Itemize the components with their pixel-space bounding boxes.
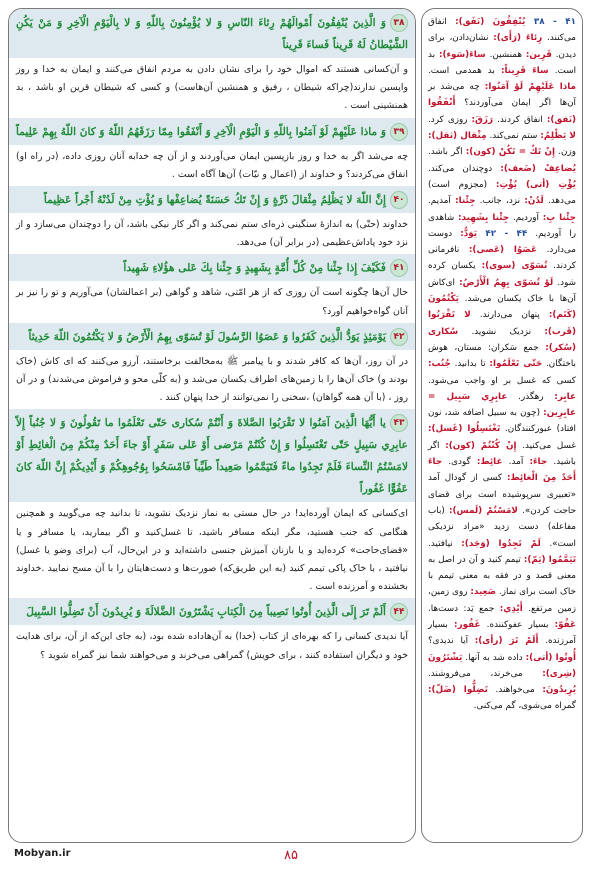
glossary-term: يَشْتَرُونَ (شِرى): [428, 652, 576, 679]
verse-number-badge: ۴۱ [390, 259, 408, 277]
glossary-definition: نیافتید. [428, 538, 462, 549]
verse-arabic [9, 254, 415, 281]
glossary-definition: گودی. [442, 457, 477, 468]
verse-translation: در آن روز، آن‌ها که کافر شدند و با پیامبر ﷺ به‌مخالفت برخاستند، آرزو می‌کنند که ای کاش (خاک بودند و) خاک آن‌ها را با زمین‌های اطراف یکسان می‌شد و (به کلّی محو و فراموش می‌شدند) و در آن روز ، (با آن همه گواهان) ،سخنی را نمی‌توانند از خدا پنهان کنند . [9, 350, 415, 410]
glossary-definition: جمع سَكران: مستان، هوش باختگان. [428, 342, 577, 370]
glossary-definition: نزدیک نشوید. [458, 326, 545, 337]
glossary-term: غائِط: [476, 457, 503, 468]
verse-arabic [9, 409, 415, 502]
glossary-definition: انفاق می‌کنند. [428, 17, 576, 44]
glossary-definition: کسی که غسل بر او واجب می‌شود. [428, 375, 576, 386]
glossary-term: جاءَ أَحَدٌ مِنَ الْغائِط: [428, 457, 576, 484]
glossary-definition: ستم نمی‌کند. [486, 131, 541, 142]
glossary-term: جُنُب: [428, 359, 451, 370]
glossary-term: يَكْتُمُونَ (كَتَم): [428, 294, 576, 321]
verse-arabic [9, 323, 415, 350]
glossary-definition: آمدیم. [428, 196, 456, 207]
glossary-term: أُوتُوا (أتى): [525, 652, 576, 663]
glossary-definition: دوچندان می‌کند. [428, 163, 501, 174]
verse-arabic [9, 9, 415, 58]
glossary-definition: وزن. [555, 147, 576, 158]
glossary-definition: نشان‌دادن، برای دیدن. [428, 33, 576, 60]
glossary-verse-range: ۴۱ - ۳۸ [525, 17, 576, 27]
verse-translation: حال آن‌ها چگونه است آن روزی که از هر امّتی، شاهد و گواهی (بر اعمالشان) می‌آوریم و تو را نیز بر آنان گواه‌خواهیم آورد؟ [9, 281, 415, 322]
glossary-definition: ای‌کاش آن‌ها با خاک یکسان می‌شد. [428, 277, 576, 305]
glossary-definition: چه می‌شد بر آن‌ها اگر ایمان می‌آوردند؟ [428, 82, 576, 109]
glossary-term: يُضاعِفْ (ضَعف): [500, 163, 576, 174]
glossary-definition: اگر باشید. [428, 440, 576, 468]
glossary-panel [421, 8, 583, 843]
glossary-term: لا يَظْلِمُ: [540, 131, 576, 142]
glossary-definition: آیا ندیدی؟ [428, 636, 475, 647]
glossary-definition: کسی از گودال آمد «تعبیری سرپوشیده است برای قضای حاجت کردن». [428, 473, 577, 516]
verse-translation: و آن‌کسانی هستند که اموال خود را برای نشان دادن به مردم انفاق می‌کنند و ایمان به خدا و روز واپسین ندارند(چراکه شیطان ، رفیق و همنشین آن‌هاست) و کسی که شیطان قرین او باشد ، بد همنشینی است . [9, 58, 415, 118]
glossary-verse-range: ۴۴ - ۴۲ [477, 228, 528, 239]
verse-arabic-text: وَ الَّذِينَ يُنْفِقُونَ أَمْوالَهُمْ رِئاءَ النّاسِ وَ لا يُؤْمِنُونَ بِاللّهِ وَ لا بِالْيَوْمِ الْآخِرِ وَ مَنْ يَكُنِ الشَّيْطانُ لَهُ قَرِيناً فَساءَ قَرِيناً [16, 17, 408, 51]
glossary-term: تَغْتَسِلُوا (غَسل): [428, 424, 501, 435]
glossary-term: تَضِلُّوا (ضَلّ): [428, 685, 488, 696]
glossary-term: ساءَ قَرِيناً: [500, 65, 549, 76]
glossary-definition: شاهدی را آوردیم. [428, 212, 576, 239]
glossary-term: أَيْدِي: [499, 603, 523, 614]
glossary-term: إِنْ كُنْتُمْ (كون): [445, 440, 517, 451]
verse-arabic-text: وَ ماذا عَلَيْهِمْ لَوْ آمَنُوا بِاللّهِ وَ الْيَوْمِ الْآخِرِ وَ أَنْفَقُوا مِمّا رَزَقَهُمُ اللّهُ وَ كانَ اللّهُ بِهِمْ عَلِيماً [16, 125, 386, 138]
glossary-term: عَفُوّ: [554, 619, 576, 630]
glossary-term: جاءَ: [529, 457, 548, 468]
verse-arabic-text: فَكَيْفَ إِذا جِئْنا مِنْ كُلِّ أُمَّةٍ بِشَهِيدٍ وَ جِئْنا بِكَ عَلى هؤُلاءِ شَهِيداً [123, 262, 386, 275]
glossary-term: رِئاءَ (رَأَى): [493, 33, 543, 44]
glossary-definition: (چون به سبیل اضافه شد، نون افتاد) عبورکنندگان. [428, 408, 576, 435]
glossary-definition: بسیار آمرزنده. [428, 619, 576, 647]
glossary-definition: روزی کرد. [428, 114, 472, 125]
glossary-definition: تا بدانید. [450, 359, 490, 370]
glossary-definition: پنهان می‌دارند. [470, 310, 549, 321]
verse-translation: ای‌کسانی که ایمان آورده‌اید! در حال مستی به نماز نزدیک نشوید، تا بدانید چه می‌گویید و همچنین هنگامی که جنب هستید، مگر اینکه مسافر باشید، تا غسل‌کنید و اگر بیمارید، یا مسافر و یا «قضای‌حاجت» کرده‌اید و یا بازنان آمیزش جنسی داشته‌اید و در این‌حال، آب (برای وضو یا غسل) نیافتید ، با خاک پاکی تیمم کنید (به این طریق‌که) صورت‌ها و دست‌هایتان را با آن مسح نمایید .خداوند بخشنده و آمرزنده است . [9, 502, 415, 598]
glossary-term: رَزَقَ: [471, 114, 494, 125]
glossary-definition: انفاق کردند. [493, 114, 547, 125]
glossary-definition: بد همدمی است. [428, 65, 501, 76]
glossary-term: تُسَوّى (سوى): [481, 261, 548, 272]
glossary-term: جِئْنا بِشَهِيد: [458, 212, 510, 223]
verse-arabic-text: يَوْمَئِذٍ يَوَدُّ الَّذِينَ كَفَرُوا وَ عَصَوُا الرَّسُولَ لَوْ تُسَوّى بِهِمُ الْأَرْضُ وَ لا يَكْتُمُونَ اللّهَ حَدِيثاً [28, 330, 386, 343]
glossary-definition: گمراه می‌شوی، گم می‌کنی. [473, 701, 576, 712]
glossary-definition: تیمم کنید و آن در اصل به معنی قصد و در فقه به معنی تیمم با خاک است برای نماز. [428, 554, 576, 598]
glossary-term: صَعِيد: [470, 587, 497, 598]
glossary-definition: روی زمین، زمین مرتفع. [428, 587, 576, 614]
glossary-term: عابِرِي سَبِيل = عابِرِين: [428, 391, 576, 419]
glossary-term: حَتّى تَعْلَمُوا: [489, 359, 543, 370]
glossary-term: ساءَ(سَوء): [438, 49, 486, 60]
glossary-term: لَوْ تُسَوّى بِهِمُ الْأَرْضُ: [459, 277, 554, 288]
glossary-term: لَدُنْ: [524, 196, 544, 207]
glossary-definition: دوست می‌دارد. [428, 228, 576, 256]
glossary-term: ماذا عَلَيْهِمْ لَوْ آمَنُوا: [484, 82, 576, 93]
verse-number-badge: ۳۹ [390, 123, 408, 141]
glossary-term: غَفُور: [454, 619, 481, 630]
glossary-definition: همنشین. [485, 49, 526, 60]
glossary-term: سُكارى (سُكر): [428, 326, 576, 353]
glossary-definition: می‌خرند، می‌فروشند. [428, 668, 543, 679]
glossary-definition: داده شد به آنها. [462, 652, 526, 663]
glossary-definition: نافرمانی کردند. [428, 245, 577, 272]
glossary-definition: بد است. [428, 49, 577, 76]
glossary-term: يَوَدُّ: [460, 228, 478, 239]
glossary-definition: آمد. [502, 457, 530, 468]
glossary-definition: غسل می‌کنید. [516, 440, 576, 451]
glossary-definition: یکسان کرده شود. [428, 261, 576, 288]
glossary-definition: رهگذر. [507, 391, 555, 402]
verse-translation: چه می‌شد اگر به خدا و روز بازپسین ایمان می‌آوردند و از آن چه خدابه آنان روزی داده، (در راه او) انفاق می‌کردند؟ و خداوند از (اعمال و نیّات) آن‌ها آگاه است . [9, 145, 415, 186]
glossary-term: عابِر: [554, 391, 576, 402]
glossary-term: إِنْ تَكُ = تَكُنْ (كون): [465, 147, 556, 158]
glossary-definition: می‌خواهند. [487, 685, 543, 696]
verse-arabic-text: يا أَيُّهَا الَّذِينَ آمَنُوا لا تَقْرَبُوا الصَّلاةَ وَ أَنْتُمْ سُكارى حَتّى تَعْلَمُوا ما تَقُولُونَ وَ لا جُنُباً إِلاّ عابِرِي سَبِيلٍ حَتّى تَغْتَسِلُوا وَ إِنْ كُنْتُمْ مَرْضى أَوْ عَلى سَفَرٍ أَوْ جاءَ أَحَدٌ مِنْكُمْ مِنَ الْغائِطِ أَوْ لامَسْتُمُ النِّساءَ فَلَمْ تَجِدُوا ماءً فَتَيَمَّمُوا صَعِيداً طَيِّباً فَامْسَحُوا بِوُجُوهِكُمْ وَ أَيْدِيكُمْ إِنَّ اللّهَ كانَ عَفُوًّا غَفُوراً [16, 417, 408, 496]
verse-number-badge: ۳۸ [390, 14, 408, 32]
verse-arabic [9, 598, 415, 625]
verse-translation: آیا ندیدی کسانی را که بهره‌ای از کتاب (خدا) به آن‌هاداده شده بود، (به جای این‌که از آن، برای هدایت خود و دیگران استفاده کنند ، برای خویش) گمراهی می‌خرند و می‌خواهند شما نیز گمراه شوید ؟ [9, 625, 415, 666]
glossary-term: أَلَمْ تَرَ (رأى): [474, 636, 539, 647]
site-name: Mobyan.ir [14, 848, 71, 859]
glossary-term: أَنْفَقُوا (نَفق): [428, 98, 577, 125]
verse-translation: خداوند (حتّی) به اندازهٔ سنگینی ذره‌ای ستم نمی‌کند و اگر کار نیکی باشد، آن را دوچندان می‌سازد و از نزد خود پاداش‌عظیمی (در برابر آن) می‌دهد. [9, 213, 415, 254]
glossary-term: جِئْنا: [455, 196, 476, 207]
verse-arabic-text: أَلَمْ تَرَ إِلَى الَّذِينَ أُوتُوا نَصِيباً مِنَ الْكِتابِ يَشْتَرُونَ الضَّلالَةَ وَ يُرِيدُونَ أَنْ تَضِلُّوا السَّبِيلَ [26, 606, 386, 619]
verses-panel [8, 8, 416, 843]
verse-number-badge: ۴۳ [390, 414, 408, 432]
verse-arabic [9, 186, 415, 213]
glossary-definition: (باب مفاعله) دست زدید «مراد نزدیکی است». [428, 505, 576, 549]
verse-number-badge: ۴۲ [390, 328, 408, 346]
glossary-definition: (مجزوم است) می‌دهد. [428, 179, 577, 207]
glossary-term: لامَسْتُمْ (لَمس): [448, 505, 518, 516]
page-number: ۸۵ [284, 848, 298, 863]
glossary-term: تَيَمَّمُوا (يَمّ): [523, 554, 576, 565]
glossary-definition: جمع يَد: دست‌ها. [428, 603, 500, 614]
glossary-term: لَمْ تَجِدُوا (وَجَد): [461, 538, 541, 549]
glossary-term: يُرِيدُونَ: [542, 685, 576, 696]
glossary-term: يُنْفِقُونَ (نَفَق): [455, 17, 526, 27]
glossary-definition: نزد، جانب. [475, 196, 525, 207]
verse-number-badge: ۴۰ [390, 191, 408, 209]
glossary-term: يُؤْتِ (أتى) يُؤْتِ: [495, 179, 576, 190]
glossary-term: قَرِين: [525, 49, 552, 60]
glossary-term: مِثْقال (ثقل): [428, 131, 487, 142]
verse-number-badge: ۴۴ [390, 603, 408, 621]
glossary-definition: آوردیم. [509, 212, 543, 223]
glossary-term: جِئْنا بِ: [542, 212, 576, 223]
glossary-term: عَصَوُا (عَصى): [468, 245, 538, 256]
verse-arabic [9, 118, 415, 145]
verse-arabic-text: إِنَّ اللّهَ لا يَظْلِمُ مِثْقالَ ذَرَّةٍ وَ إِنْ تَكُ حَسَنَةً يُضاعِفْها وَ يُؤْتِ مِنْ لَدُنْهُ أَجْراً عَظِيماً [43, 194, 386, 207]
glossary-term: لا تَقْرَبُوا (قَرب): [428, 310, 576, 337]
glossary-definition: اگر باشد. [428, 147, 466, 158]
glossary-definition: بسیار عفوکننده. [480, 619, 555, 630]
